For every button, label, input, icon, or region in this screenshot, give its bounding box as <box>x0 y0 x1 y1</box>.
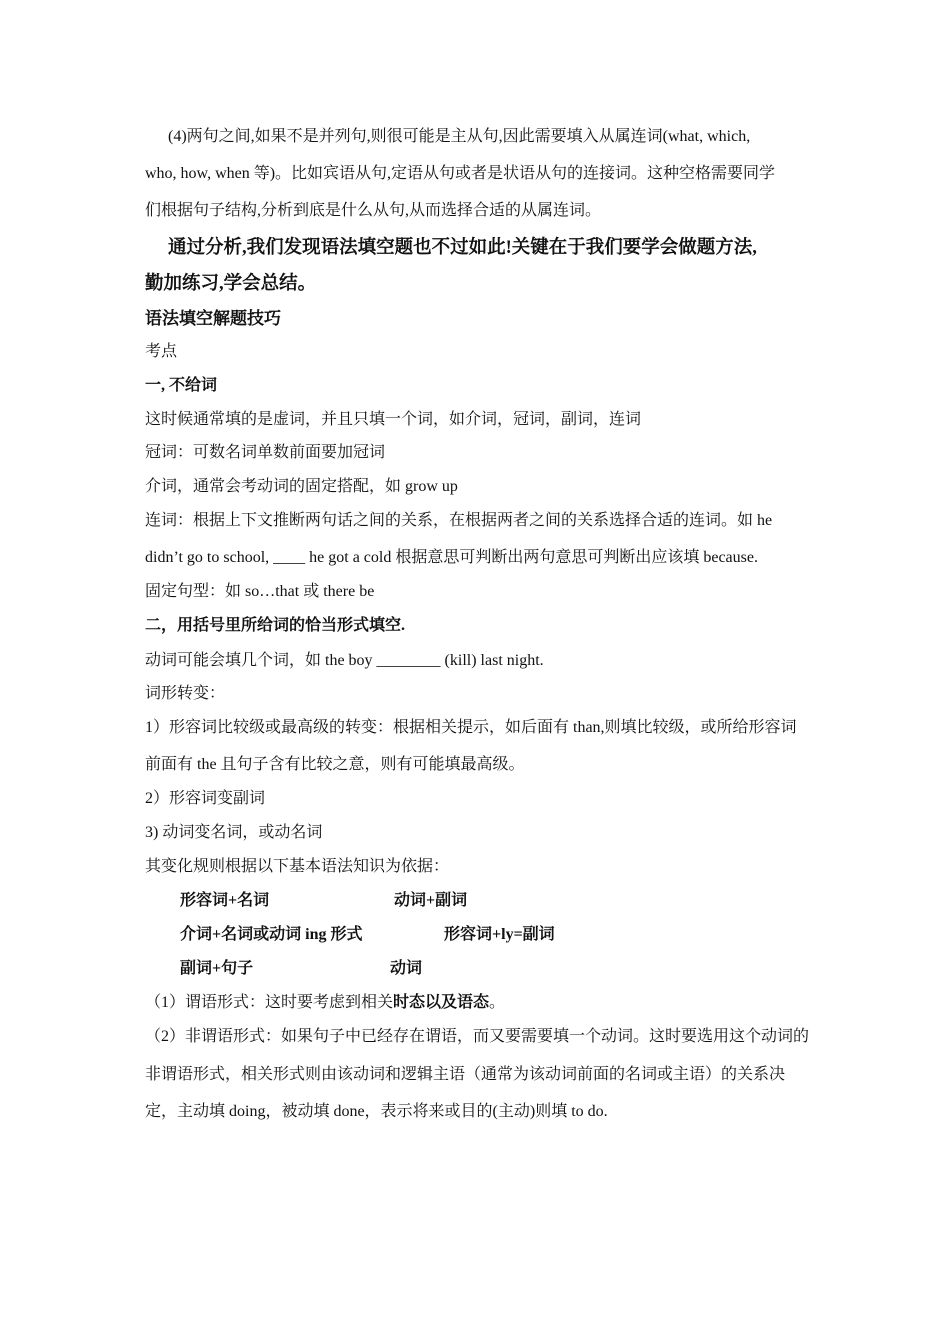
summary-line2: 勤加练习,学会总结。 <box>145 274 317 294</box>
predicate-form-line <box>145 993 810 1013</box>
section2-p5: 3) 动词变名词，或动名词 <box>145 824 323 841</box>
nonpredicate-line3: 定，主动填 doing，被动填 done，表示将来或目的(主动)则填 to do. <box>145 1103 608 1120</box>
section1-heading: 一, 不给词 <box>145 377 218 394</box>
section-title: 语法填空解题技巧 <box>145 309 281 328</box>
predicate-form-suffix: 。 <box>489 994 506 1011</box>
nonpredicate-line1: （2）非谓语形式：如果句子中已经存在谓语，而又要需要填一个动词。这时要选用这个动词的 <box>145 1028 810 1045</box>
rule-left-2: 介词+名词或动词 ing 形式 <box>180 926 363 943</box>
nonpredicate-line2: 非谓语形式，相关形式则由该动词和逻辑主语（通常为该动词前面的名词或主语）的关系决 <box>145 1066 786 1083</box>
para4-line1: (4)两句之间,如果不是并列句,则很可能是主从句,因此需要填入从属连词(what, which, <box>168 128 751 145</box>
section2-p3-line2: 前面有 the 且句子含有比较之意，则有可能填最高级。 <box>145 756 525 773</box>
section1-p4-line1: 连词：根据上下文推断两句话之间的关系，在根据两者之间的关系选择合适的连词。如 he <box>145 512 773 529</box>
section2-p2: 词形转变： <box>145 685 226 702</box>
para4-line2: who, how, when 等)。比如宾语从句,定语从句或者是状语从句的连接词。这种空格需要同学 <box>145 165 776 182</box>
rule-right-2: 形容词+ly=副词 <box>444 926 555 943</box>
section2-p4: 2）形容词变副词 <box>145 790 266 807</box>
para4-line3: 们根据句子结构,分析到底是什么从句,从而选择合适的从属连词。 <box>145 202 602 219</box>
rule-left-3: 副词+句子 <box>180 960 254 977</box>
rule-right-1: 动词+副词 <box>394 892 468 909</box>
summary-line1: 通过分析,我们发现语法填空题也不过如此!关键在于我们要学会做题方法, <box>168 238 757 258</box>
section2-p6: 其变化规则根据以下基本语法知识为依据： <box>145 858 450 875</box>
rule-right-3: 动词 <box>390 960 423 977</box>
section1-p1: 这时候通常填的是虚词，并且只填一个词，如介词，冠词，副词，连词 <box>145 411 642 428</box>
predicate-form-prefix: （1）谓语形式：这时要考虑到相关 <box>145 994 394 1011</box>
section2-p3-line1: 1）形容词比较级或最高级的转变：根据相关提示，如后面有 than,则填比较级，或所给形容词 <box>145 719 797 736</box>
section1-p5: 固定句型：如 so…that 或 there be <box>145 583 375 600</box>
section2-p1: 动词可能会填几个词，如 the boy ________ (kill) last night. <box>145 652 544 669</box>
section2-heading: 二，用括号里所给词的恰当形式填空. <box>145 617 406 634</box>
section1-p3: 介词，通常会考动词的固定搭配，如 grow up <box>145 478 458 495</box>
section1-p2: 冠词：可数名词单数前面要加冠词 <box>145 444 386 461</box>
rule-left-1: 形容词+名词 <box>180 892 270 909</box>
predicate-form-emphasis: 时态以及语态 <box>393 994 490 1011</box>
kaodian-label: 考点 <box>145 343 178 360</box>
section1-p4-line2: didn’t go to school, ____ he got a cold 根据意思可判断出两句意思可判断出应该填 because. <box>145 549 758 566</box>
